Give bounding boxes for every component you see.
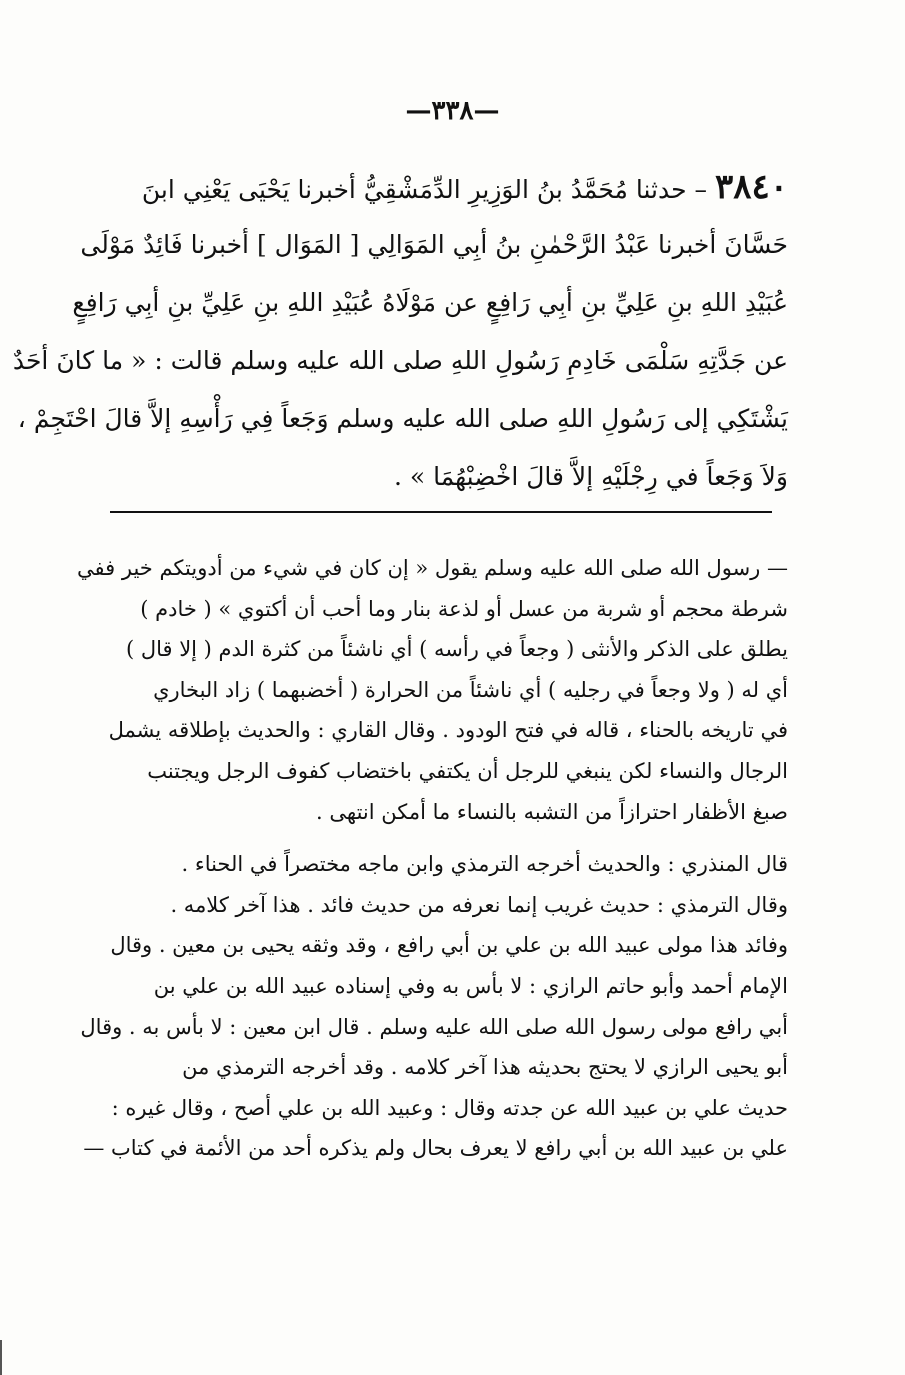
commentary-line: يطلق على الذكر والأنثى ( وجعاً في رأسه ) أي ناشئاً من كثرة الدم ( إلا قال ) [125,637,788,662]
mundhiri-line: الإمام أحمد وأبو حاتم الرازي : لا بأس به وفي إسناده عبيد الله بن علي بن [153,973,788,998]
hadith-text [12,158,788,506]
mundhiri-line: وقال الترمذي : حديث غريب إنما نعرفه من حديث فائد . هذا آخر كلامه . [170,892,788,917]
hadith-line: عن جَدَّتِهِ سَلْمَى خَادِمِ رَسُولِ اللهِ صلى الله عليه وسلم قالت : « ما كانَ أحَدٌ [12,346,788,375]
commentary-line: أي له ( ولا وجعاً في رجليه ) أي ناشئاً من الحرارة ( أخضبهما ) زاد البخاري [153,677,788,702]
mundhiri-line: وفائد هذا مولى عبيد الله بن علي بن أبي رافع ، وقد وثقه يحيى بن معين . وقال [110,933,788,958]
commentary-line: الرجال والنساء لكن ينبغي للرجل أن يكتفي باختضاب كفوف الرجل ويجتنب [147,758,788,783]
hadith-line-text: – حدثنا مُحَمَّدُ بنُ الوَزِيرِ الدِّمَشْقِيُّ أخبرنا يَحْيَى يَعْنِي ابنَ [141,175,707,204]
hadith-line [108,158,788,216]
commentary-line: شرطة محجم أو شربة من عسل أو لذعة بنار وما أحب أن أكتوي » ( خادم ) [140,596,788,621]
mundhiri-line: قال المنذري : والحديث أخرجه الترمذي وابن ماجه مختصراً في الحناء . [181,852,788,877]
mundhiri-line: علي بن عبيد الله بن أبي رافع لا يعرف بحال ولم يذكره أحد من الأئمة في كتاب — [83,1136,788,1161]
hadith-line: يَشْتَكِي إلى رَسُولِ اللهِ صلى الله عليه وسلم وَجَعاً فِي رَأْسِهِ إلاَّ قالَ احْتَجِمْ ، [17,404,788,433]
footnote-divider [110,511,772,513]
commentary-line: في تاريخه بالحناء ، قاله في فتح الودود . وقال القاري : والحديث بإطلاقه يشمل [108,718,788,743]
mundhiri-line: أبي رافع مولى رسول الله صلى الله عليه وسلم . قال ابن معين : لا بأس به . وقال [80,1014,788,1039]
commentary-text [77,548,788,1169]
mundhiri-line: أبو يحيى الرازي لا يحتج بحديثه هذا آخر كلامه . وقد أخرجه الترمذي من [182,1055,788,1080]
hadith-line: حَسَّانَ أخبرنا عَبْدُ الرَّحْمٰنِ بنُ أبِي المَوَالِي [ المَوَال ] أخبرنا فَائِدٌ مَوْلَى [80,230,788,259]
commentary-line: صبغ الأظفار احترازاً من التشبه بالنساء ما أمكن انتهى . [316,799,788,824]
hadith-line: وَلاَ وَجَعاً في رِجْلَيْهِ إلاَّ قالَ اخْضِبْهُمَا » . [393,462,788,491]
page-number: —٣٣٨— [405,96,500,126]
hadith-line: عُبَيْدِ اللهِ بنِ عَلِيِّ بنِ أبِي رَافِعٍ عن مَوْلَاهُ عُبَيْدِ اللهِ بنِ عَلِيِّ بنِ أبِي رَافِعٍ [72,288,788,317]
commentary-line: — رسول الله صلى الله عليه وسلم يقول « إن كان في شيء من أدويتكم خير ففي [77,556,788,580]
hadith-number: ٣٨٤٠ [714,167,788,207]
scan-edge-mark [0,1340,2,1375]
mundhiri-line: حديث علي بن عبيد الله عن جدته وقال : وعبيد الله بن علي أصح ، وقال غيره : [111,1095,788,1120]
